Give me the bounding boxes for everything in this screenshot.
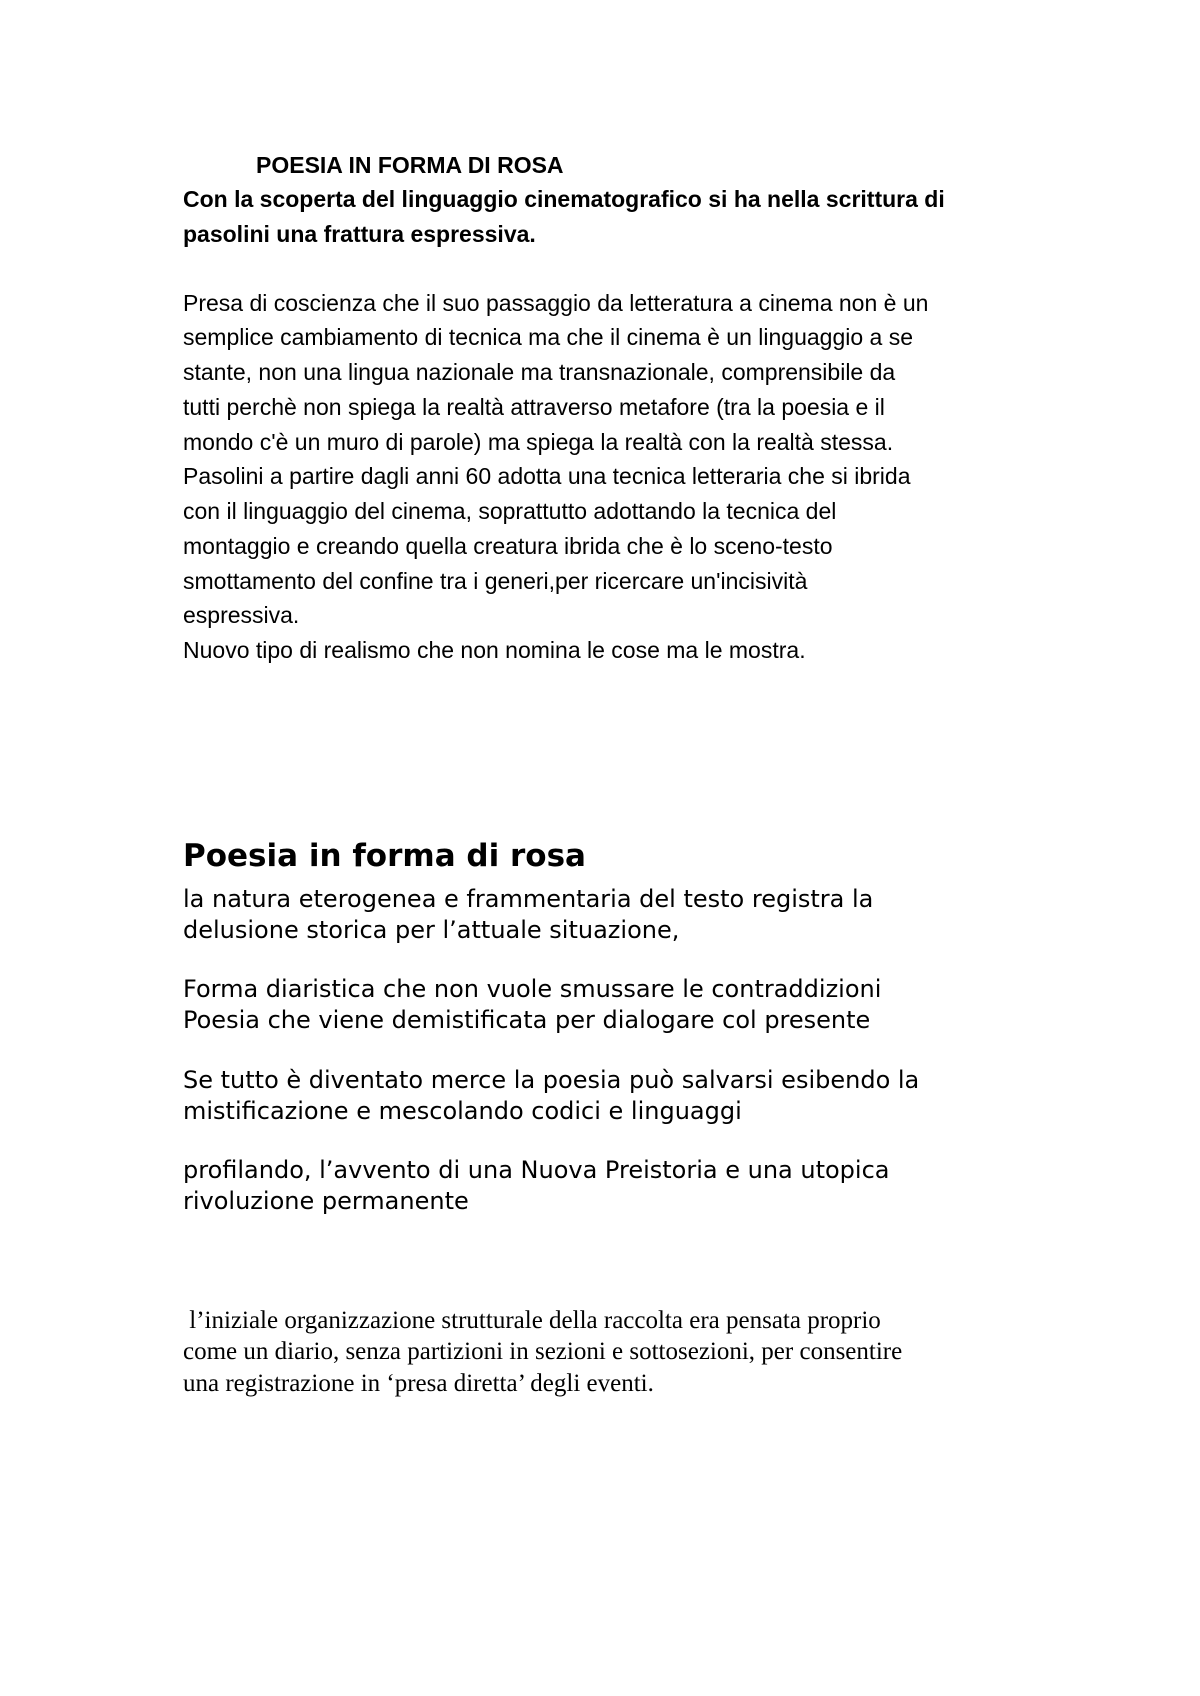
section-heading: Poesia in forma di rosa: [183, 838, 586, 874]
body-line: smottamento del confine tra i generi,per ricercare un'incisività: [183, 568, 808, 594]
body-line: Presa di coscienza che il suo passaggio da letteratura a cinema non è un: [183, 290, 929, 316]
closing-line: una registrazione in ‘presa diretta’ degli eventi.: [183, 1370, 654, 1397]
body-line: montaggio e creando quella creatura ibrida che è lo sceno-testo: [183, 533, 833, 559]
paragraph-line: mistificazione e mescolando codici e linguaggi: [183, 1097, 742, 1125]
paragraph-line: rivoluzione permanente: [183, 1187, 469, 1215]
paragraph-line: Poesia che viene demistificata per dialogare col presente: [183, 1006, 871, 1034]
body-line: espressiva.: [183, 602, 300, 628]
intro-line: Con la scoperta del linguaggio cinematografico si ha nella scrittura di: [183, 186, 945, 212]
body-line: Nuovo tipo di realismo che non nomina le cose ma le mostra.: [183, 637, 806, 663]
intro-line: pasolini una frattura espressiva.: [183, 221, 536, 247]
body-line: stante, non una lingua nazionale ma transnazionale, comprensibile da: [183, 359, 896, 385]
body-line: Pasolini a partire dagli anni 60 adotta una tecnica letteraria che si ibrida: [183, 463, 911, 489]
closing-line: l’iniziale organizzazione strutturale della raccolta era pensata proprio: [183, 1307, 881, 1334]
paragraph-line: la natura eterogenea e frammentaria del testo registra la: [183, 885, 874, 913]
body-line: semplice cambiamento di tecnica ma che il cinema è un linguaggio a se: [183, 324, 914, 350]
paragraph-line: delusione storica per l’attuale situazione,: [183, 916, 680, 944]
paragraph-line: Se tutto è diventato merce la poesia può salvarsi esibendo la: [183, 1066, 920, 1094]
section-title: POESIA IN FORMA DI ROSA: [256, 152, 564, 178]
paragraph-line: profilando, l’avvento di una Nuova Preistoria e una utopica: [183, 1156, 890, 1184]
body-line: mondo c'è un muro di parole) ma spiega la realtà con la realtà stessa.: [183, 429, 894, 455]
paragraph-line: Forma diaristica che non vuole smussare le contraddizioni: [183, 975, 882, 1003]
closing-line: come un diario, senza partizioni in sezioni e sottosezioni, per consentire: [183, 1338, 903, 1365]
body-line: con il linguaggio del cinema, soprattutto adottando la tecnica del: [183, 498, 837, 524]
body-line: tutti perchè non spiega la realtà attraverso metafore (tra la poesia e il: [183, 394, 885, 420]
